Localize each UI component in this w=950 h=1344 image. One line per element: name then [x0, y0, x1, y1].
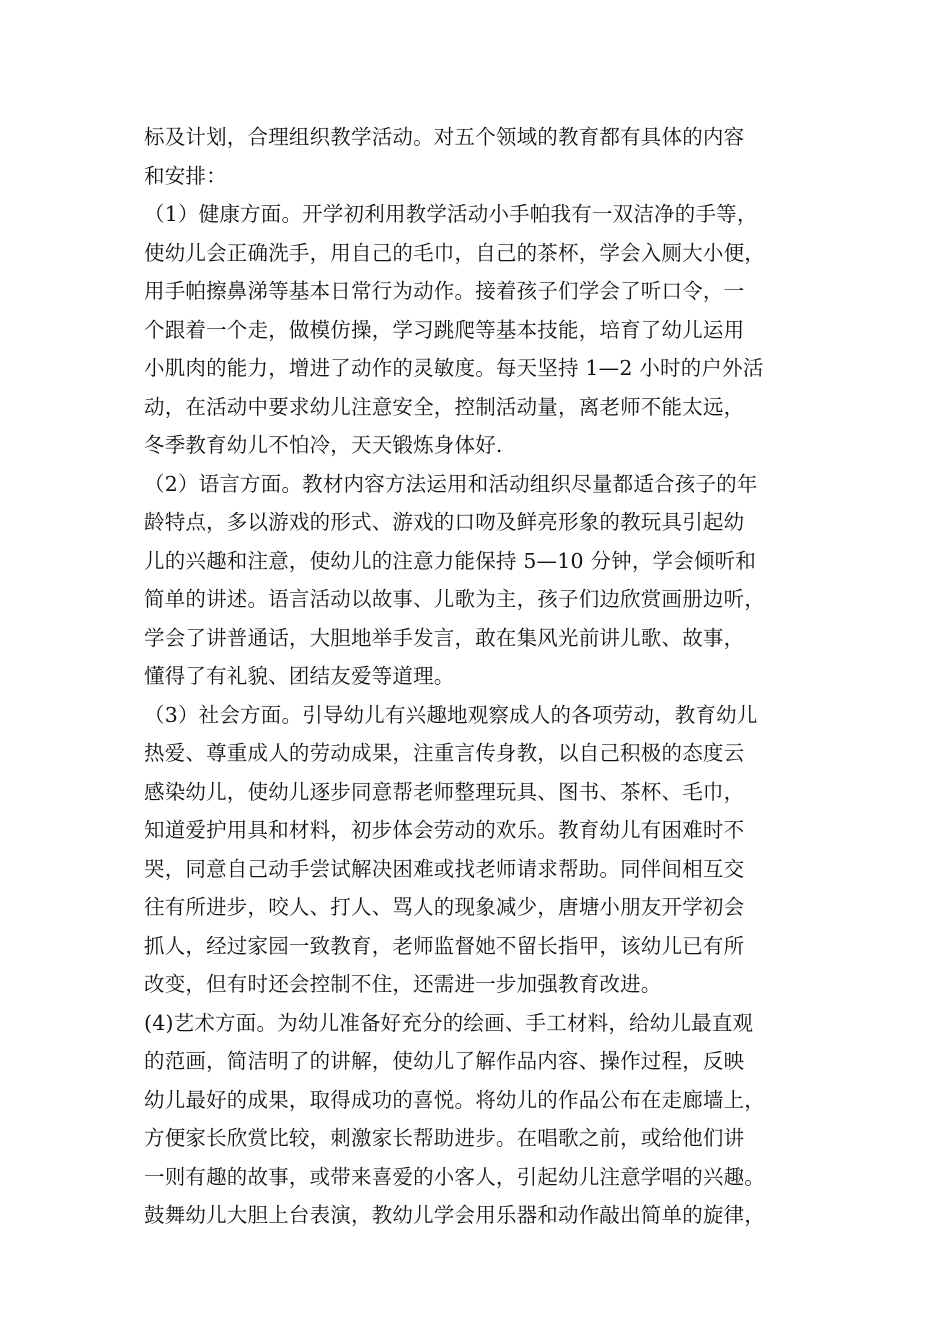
text-line: (4)艺术方面。为幼儿准备好充分的绘画、手工材料，给幼儿最直观	[144, 1010, 754, 1035]
text-line: （3）社会方面。引导幼儿有兴趣地观察成人的各项劳动，教育幼儿	[144, 702, 758, 727]
text-line: 哭，同意自己动手尝试解决困难或找老师请求帮助。同伴间相互交	[144, 856, 745, 881]
text-line: 用手帕擦鼻涕等基本日常行为动作。接着孩子们学会了听口令，一	[144, 279, 745, 303]
text-line: 改变，但有时还会控制不住，还需进一步加强教育改进。	[144, 972, 662, 996]
text-line: （2）语言方面。教材内容方法运用和活动组织尽量都适合孩子的年	[144, 471, 758, 496]
text-line: 知道爱护用具和材料，初步体会劳动的欢乐。教育幼儿有困难时不	[144, 818, 745, 842]
text-line: 标及计划，合理组织教学活动。对五个领域的教育都有具体的内容	[144, 125, 745, 149]
text-line: 抓人，经过家园一致教育，老师监督她不留长指甲，该幼儿已有所	[144, 933, 745, 958]
text-line: 幼儿最好的成果，取得成功的喜悦。将幼儿的作品公布在走廊墙上，	[144, 1087, 765, 1112]
text-line: 感染幼儿，使幼儿逐步同意帮老师整理玩具、图书、茶杯、毛巾，	[144, 779, 745, 804]
text-line: 和安排：	[144, 163, 227, 188]
text-line: 简单的讲述。语言活动以故事、儿歌为主，孩子们边欣赏画册边听，	[144, 587, 765, 611]
text-line: 一则有趣的故事，或带来喜爱的小客人，引起幼儿注意学唱的兴趣。	[144, 1164, 765, 1189]
text-line: 方便家长欣赏比较，刺激家长帮助进步。在唱歌之前，或给他们讲	[144, 1126, 745, 1150]
text-line: 使幼儿会正确洗手，用自己的毛巾，自己的茶杯，学会入厕大小便，	[144, 240, 765, 265]
text-line: 个跟着一个走，做模仿操，学习跳爬等基本技能，培育了幼儿运用	[144, 317, 745, 342]
text-line: 的范画，简洁明了的讲解，使幼儿了解作品内容、操作过程，反映	[144, 1049, 745, 1073]
text-line: 龄特点，多以游戏的形式、游戏的口吻及鲜亮形象的教玩具引起幼	[144, 510, 745, 534]
text-line: 往有所进步，咬人、打人、骂人的现象减少，唐塘小朋友开学初会	[144, 895, 745, 919]
text-line: （1）健康方面。开学初利用教学活动小手帕我有一双洁净的手等，	[144, 202, 758, 226]
text-line: 懂得了有礼貌、团结友爱等道理。	[144, 664, 455, 688]
text-line: 冬季教育幼儿不怕冷，天天锻炼身体好.	[144, 433, 503, 457]
text-line: 儿的兴趣和注意，使幼儿的注意力能保持 5—10 分钟，学会倾听和	[144, 548, 757, 573]
document-body	[144, 118, 824, 1235]
text-line: 热爱、尊重成人的劳动成果，注重言传身教，以自己积极的态度云	[144, 741, 745, 765]
text-line: 鼓舞幼儿大胆上台表演，教幼儿学会用乐器和动作敲出简单的旋律，	[144, 1203, 765, 1227]
text-line: 学会了讲普通话，大胆地举手发言，敢在集风光前讲儿歌、故事，	[144, 625, 745, 650]
text-line: 动，在活动中要求幼儿注意安全，控制活动量，离老师不能太远，	[144, 394, 745, 419]
text-line: 小肌肉的能力，增进了动作的灵敏度。每天坚持 1—2 小时的户外活	[144, 356, 764, 380]
